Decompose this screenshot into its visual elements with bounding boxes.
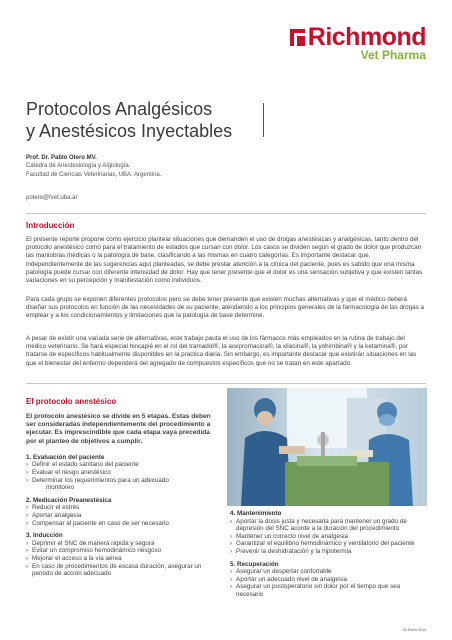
list-item: › Asegurar un postoperatorio sin dolor por el tiempo que sea necesario (230, 583, 426, 598)
list-item: › Determinar los requerimientos para un adecuado (26, 477, 221, 485)
brand-logo (290, 23, 426, 62)
list-item: › Compensar al paciente en caso de ser necesario (26, 520, 221, 528)
author-name: Prof. Dr. Pablo Otero MV. (26, 155, 97, 161)
list-item: › Definir el estado sanitario del paciente (26, 461, 221, 469)
list-item: › Evaluar el riesgo anestésico (26, 469, 221, 477)
intro-paragraph-3: A pesar de existir una variada serie de alternativas, este trabajo pauta el uso de los fármacos más empleados en la rutina de trabajo del médico veterinario. Se hará especial hincapié en el rol del tramadol®, la acepromacina®, la xilacina®, la yohimbina® y la ketamina®, por tratarse de específicos habitualmente disponibles en la práctica diaria. Sin embargo, es importante destacar que existirán situaciones en las que el bienestar del enfermo dependerá del agregado de compuestos específicos que no se tratan en este apartado. (26, 335, 417, 367)
list-item: › Prevenir la deshidratación y la hipotermia (230, 548, 426, 556)
protocol-intro: El protocolo anestésico se divide en 5 etapas. Estas deben ser consideradas independientemente del procedimiento a ejecutar. Es imprescindible que cada etapa vaya precedida por el planteo de objetivos a cumplir. (26, 413, 211, 445)
author-affiliation: Cátedra de Anestesiología y Algiología. (26, 163, 131, 170)
author-block (26, 154, 161, 179)
intro-heading: Introducción (26, 221, 75, 230)
list-item: › Aportar analgesia (26, 512, 221, 520)
protocol-heading: El protocolo anestésico (26, 397, 117, 406)
list-item: › Aportar la dosis justa y necesaria para mantener un grado de depresión del SNC acorde a la duración del procedimiento (230, 518, 426, 533)
title-divider (263, 103, 264, 137)
page-title: Protocolos Analgésicos y Anestésicos Inyectables (26, 99, 233, 141)
intro-paragraph-1: El presente reporte propone como ejercicio plantear situaciones que demanden el uso de drogas anestésicas y analgésicas, tanto dentro del protocolo anestésico como para el tratamiento de estados que cursan con dolor. Los casos se dividen según el grado de dolor que produzcan las maniobras médicas o la patología de base, clasificando a las mismas en cuatro categorías. Es importante destacar que, independientemente de las sugerencias aquí planteadas, se debe prestar atención a la clínica del paciente, pues es sabido que una misma patología puede cursar con diferente intensidad de dolor. Hay que tener presente que el dolor es una sensación subjetiva y que existen tantas variaciones en su percepción y manifestación como individuos. (26, 236, 423, 285)
brand-subtitle: Vet Pharma (360, 48, 426, 62)
stage-2: 2. Medicación Preanestésica › Reducir el estrés › Aportar analgesia › Compensar al paciente en caso de ser necesario (26, 497, 221, 527)
brand-name: Richmond (307, 23, 426, 51)
list-item: › Garantizar el equilibrio hemodinámico y ventilatorio del paciente (230, 540, 426, 548)
list-item: › Mejorar el acceso a la vía aérea (26, 555, 221, 563)
list-item: › Mantener un correcto nivel de analgesia (230, 533, 426, 541)
divider (26, 213, 426, 214)
author-email[interactable]: potero@fvet.uba.ar (26, 195, 78, 201)
list-item: › En caso de procedimientos de escasa duración, asegurar un periodo de acción adecuado (26, 563, 221, 578)
stage-4: 4. Mantenimiento › Aportar la dosis justa y necesaria para mantener un grado de depresión del SNC acorde a la duración del procedimiento › Mantener un correcto nivel de analgesia › Garantizar el equilibrio hemodinámico y ventilatorio del paciente › Prevenir la deshidratación y la hipotermia (230, 510, 426, 556)
richmond-logo-icon (290, 29, 305, 46)
intro-paragraph-2: Para cada grupo se exponen diferentes protocolos pero se debe tener presente que existen muchas alternativas y que el médico deberá diseñar sus protocolos en función de las necesidades de su paciente, atendiendo a los principios generales de la farmacología de las drogas a emplear y a los condicionamientos y limitaciones que la patología de base determine. (26, 296, 425, 320)
list-item: › Reducir el estrés (26, 504, 221, 512)
stage-5: 5. Recuperación › Asegurar un despertar confortable › Aportar un adecuado nivel de analgesia › Asegurar un postoperatorio sin dolor por el tiempo que sea necesario (230, 561, 426, 599)
list-item: › Evitar un compromiso hemodinámico riesgoso (26, 547, 221, 555)
surgery-scene-image (227, 388, 427, 506)
author-faculty: Facultad de Ciencias Veterinarias, UBA. Argentina. (26, 171, 162, 178)
protocol-left-column (26, 413, 221, 583)
list-item: monitoreo (46, 484, 75, 492)
list-item: › Deprimir el SNC de manera rápida y segura (26, 540, 221, 548)
stage-3: 3. Inducción › Deprimir el SNC de manera rápida y segura › Evitar un compromiso hemodinámico riesgoso › Mejorar el acceso a la vía aérea › En caso de procedimientos de escasa duración, asegurar un periodo de acción adecuado (26, 532, 221, 578)
divider (26, 383, 426, 384)
list-item: › Aportar un adecuado nivel de analgesia (230, 576, 426, 584)
stage-1: 1. Evaluación del paciente › Definir el estado sanitario del paciente › Evaluar el riesgo anestésico › Determinar los requerimientos para un adecuado monitoreo (26, 454, 221, 492)
surgery-photo (227, 388, 427, 506)
footer-version: V2 Enero 2014 (402, 628, 426, 632)
list-item: › Asegurar un despertar confortable (230, 568, 426, 576)
protocol-right-column (230, 510, 426, 604)
